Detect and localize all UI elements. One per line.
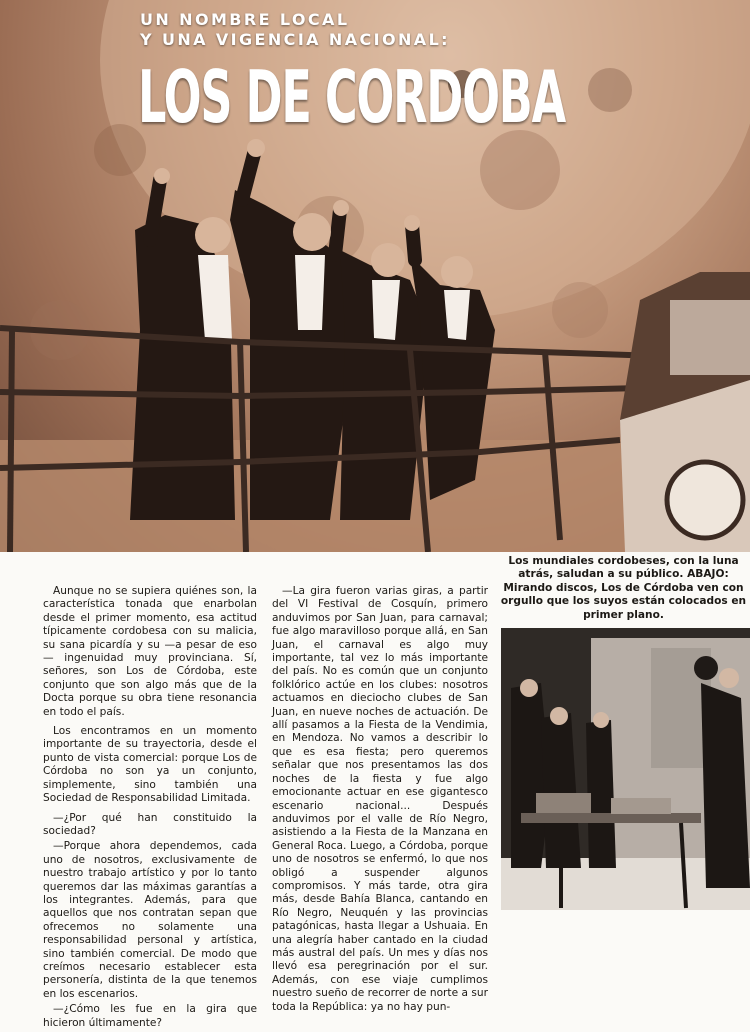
secondary-photo-illustration (501, 628, 750, 910)
interview-question: —¿Por qué han constituido la sociedad? (43, 811, 257, 837)
photo-caption: Los mundiales cordobeses, con la luna atrás, saludan a su público. ABAJO: Mirando discos, Los de Córdoba ven con orgullo que los suyos están colocados en primer plano. (500, 555, 747, 621)
secondary-photo (501, 628, 750, 910)
interview-answer: —La gira fueron varias giras, a partir del VI Festival de Cosquín, primero anduvimos por San Juan, para carnaval; fue algo maravilloso porque allá, en San Juan, el carnaval es algo muy importante, tal vez lo más importante del país. No es común que un conjunto folklórico actúe en los clubes: nosotros actuamos en dieciocho clubes de San Juan, en nueve noches de actuación. De allí pasamos a la Fiesta de la Vendimia, en Mendoza. No vamos a describir lo que es esa fiesta; pero queremos señalar que nos presentamos las dos noches de la fiesta y fue algo emocionante actuar en ese gigantesco escenario nacional... Después anduvimos por el valle de Río Negro, asistiendo a la Fiesta de la Manzana en General Roca. Luego, a Córdoba, porque uno de nosotros se enfermó, lo que nos obligó a suspender algunos compromisos. Y más tarde, otra gira más, desde Bahía Blanca, cantando en Río Negro, Neuquén y las provincias patagónicas, hasta llegar a Ushuaia. En una alegría haber cantado en la ciudad más austral del país. Un mes y días nos llevó esa peregrinación por el sur. Además, con ese viaje cumplimos nuestro sueño de recorrer de norte a sur toda la República: ya no hay pun- (272, 585, 488, 1013)
headline: LOS DE CORDOBA (138, 55, 565, 139)
interview-question: —¿Cómo les fue en la gira que hicieron últimamente? (43, 1003, 257, 1029)
article-column-1 (43, 585, 257, 1032)
paragraph: Aunque no se supiera quiénes son, la característica tonada que enarbolan desde el primer momento, esa actitud típicamente cordobesa con su malicia, su sana picardía y su —a pesar de eso— ingenuidad muy provinciana. Sí, señores, son Los de Córdoba, este conjunto que son algo más que de la Docta porque su obra tiene resonancia en todo el país. (43, 585, 257, 718)
kicker-line-2: Y UNA VIGENCIA NACIONAL: (140, 30, 450, 49)
kicker-line-1: UN NOMBRE LOCAL (140, 10, 350, 29)
interview-answer: —Porque ahora dependemos, cada uno de nosotros, exclusivamente de nuestro trabajo artístico y por lo tanto queremos dar las máximas garantías a los integrantes. Además, para que aquellos que nos contratan sepan que ofrecemos no solamente una responsabilidad personal y artística, sino también comercial. De modo que creímos necesario establecer esta personería, distinta de la que tenemos en los escenarios. (43, 840, 257, 1000)
paragraph: Los encontramos en un momento importante de su trayectoria, desde el punto de vista comercial: porque Los de Córdoba no son ya un conjunto, simplemente, sino también una Sociedad de Responsabilidad Limitada. (43, 725, 257, 805)
article-column-2 (272, 585, 488, 1020)
kicker (140, 10, 450, 50)
